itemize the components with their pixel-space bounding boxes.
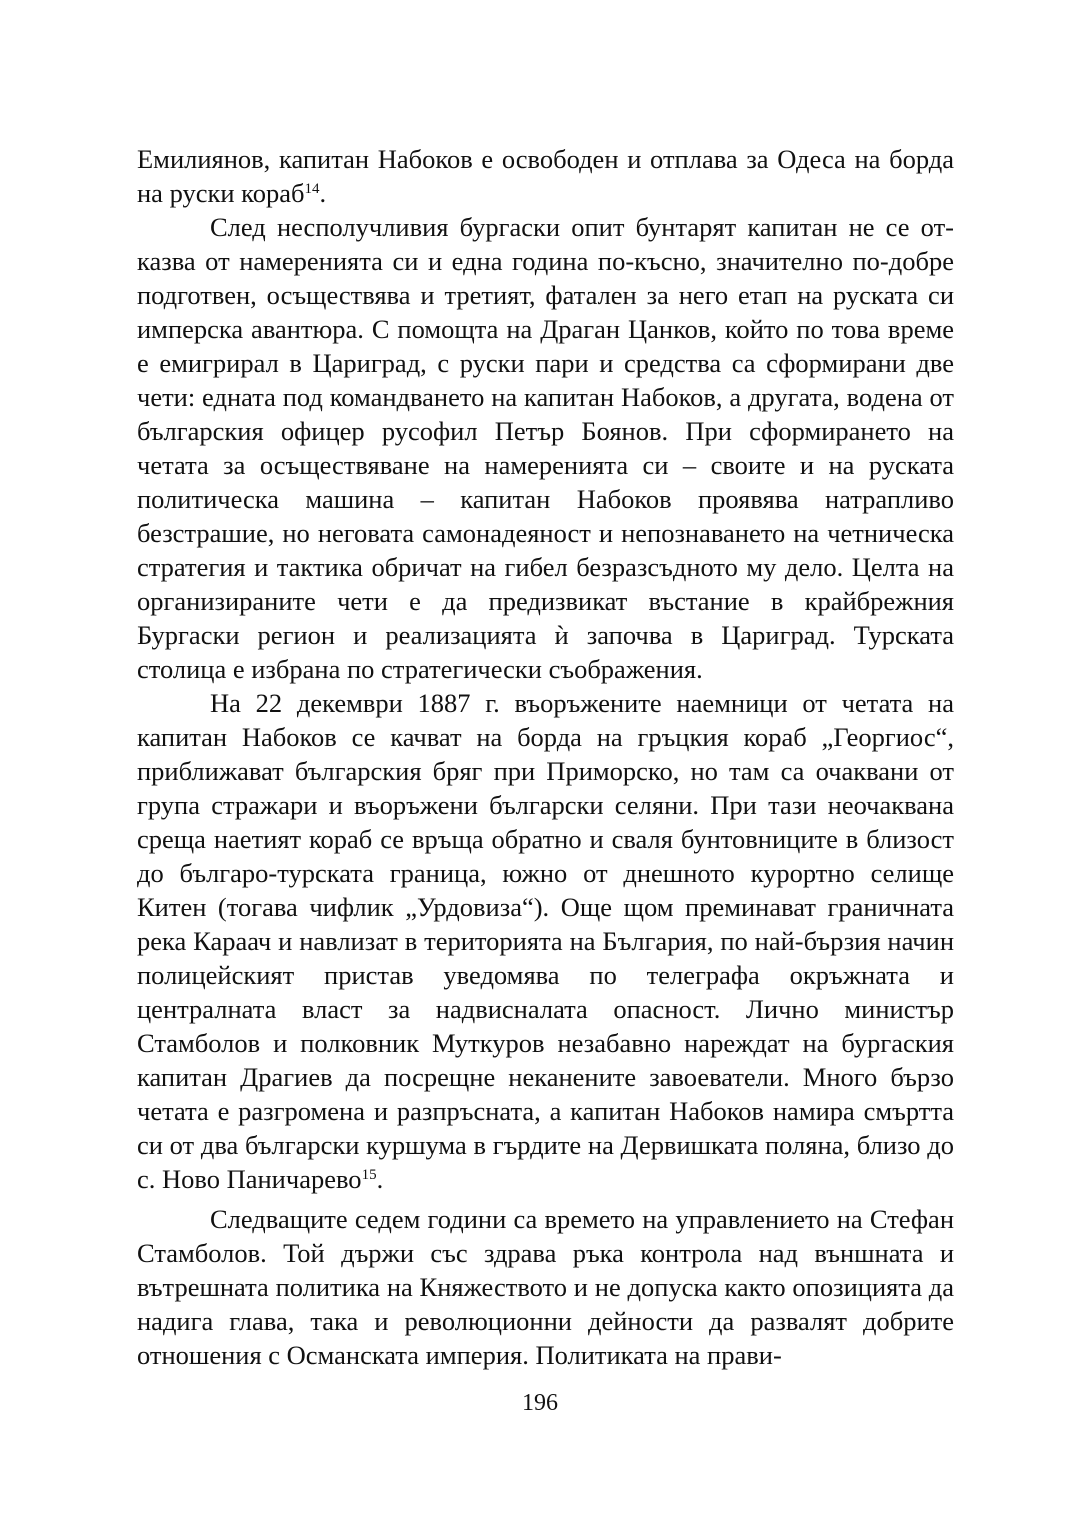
page-number: 196 [522,1390,558,1416]
paragraph-3-text: На 22 декември 1887 г. въоръжените наемници от четата на капитан Набоков се качват на борда на гръцкия кораб „Георгиос“, приближават българския бряг при Приморско, но там са очаквани от група стражари и въоръжени български селяни. При тази неочаквана среща наетият кораб се връща обратно и сваля бунтовниците в близост до българо-турската граница, южно от днешното курортно селище Китен (тогава чифлик „Урдовиза“). Още щом преминават граничната река Караач и навлизат в територията на България, по най-бързия начин полицейският пристав уведомява по телеграфа окръжната и централната власт за надвисналата опасност. Лично министър Стамболов и полковник Муткуров незабавно нареждат на бургаския капитан Драгиев да посрещне неканените завоеватели. Много бързо четата е разгромена и разпръсната, а капитан Набоков намира смъртта си от два български куршума в гърдите на Дервишката поляна, близо до с. Ново Паничарево [137,688,954,1194]
paragraph-1 [137,142,954,210]
paragraph-3 [137,686,954,1196]
paragraph-4: Следващите седем години са времето на управлението на Стефан Стамболов. Той държи със здрава ръка контрола над външната и вътрешната политика на Княжеството и не допуска както опозицията да надига глава, така и революционни дейности да развалят добрите отношения с Османската империя. Политиката на прави- [137,1204,954,1370]
paragraph-2: След несполучливия бургаски опит бунтарят капитан не се отказва от намеренията си и една година по-късно, значително по-добре подготвен, осъществява и третият, фатален за него етап на руската си имперска авантюра. С помощта на Драган Цанков, който по това време е емигрирал в Цариград, с руски пари и средства са сформирани две чети: едната под командването на капитан Набоков, а другата, водена от българския офицер русофил Петър Боянов. При сформирането на четата за осъществяване на намеренията си – своите и на руската политическа машина – капитан Набоков проявява натрапливо безстрашие, но неговата самонадеяност и непознаването на четническа стратегия и тактика обричат на гибел безразсъдното му дело. Целта на организираните чети е да предизвикат въстание в крайбрежния Бургаски регион и реализацията ѝ започва в Цариград. Турската столица е избрана по стратегически съображения. [137,212,954,684]
paragraph-1-text: Емилиянов, капитан Набоков е освободен и отплава за Одеса на борда на руски кораб [137,144,954,208]
paragraph-1-end: . [319,178,327,208]
footnote-ref-14[interactable]: 14 [304,181,320,197]
paragraph-3-end: . [376,1164,384,1194]
footnote-ref-15[interactable]: 15 [361,1167,377,1183]
page-body [137,142,954,1372]
